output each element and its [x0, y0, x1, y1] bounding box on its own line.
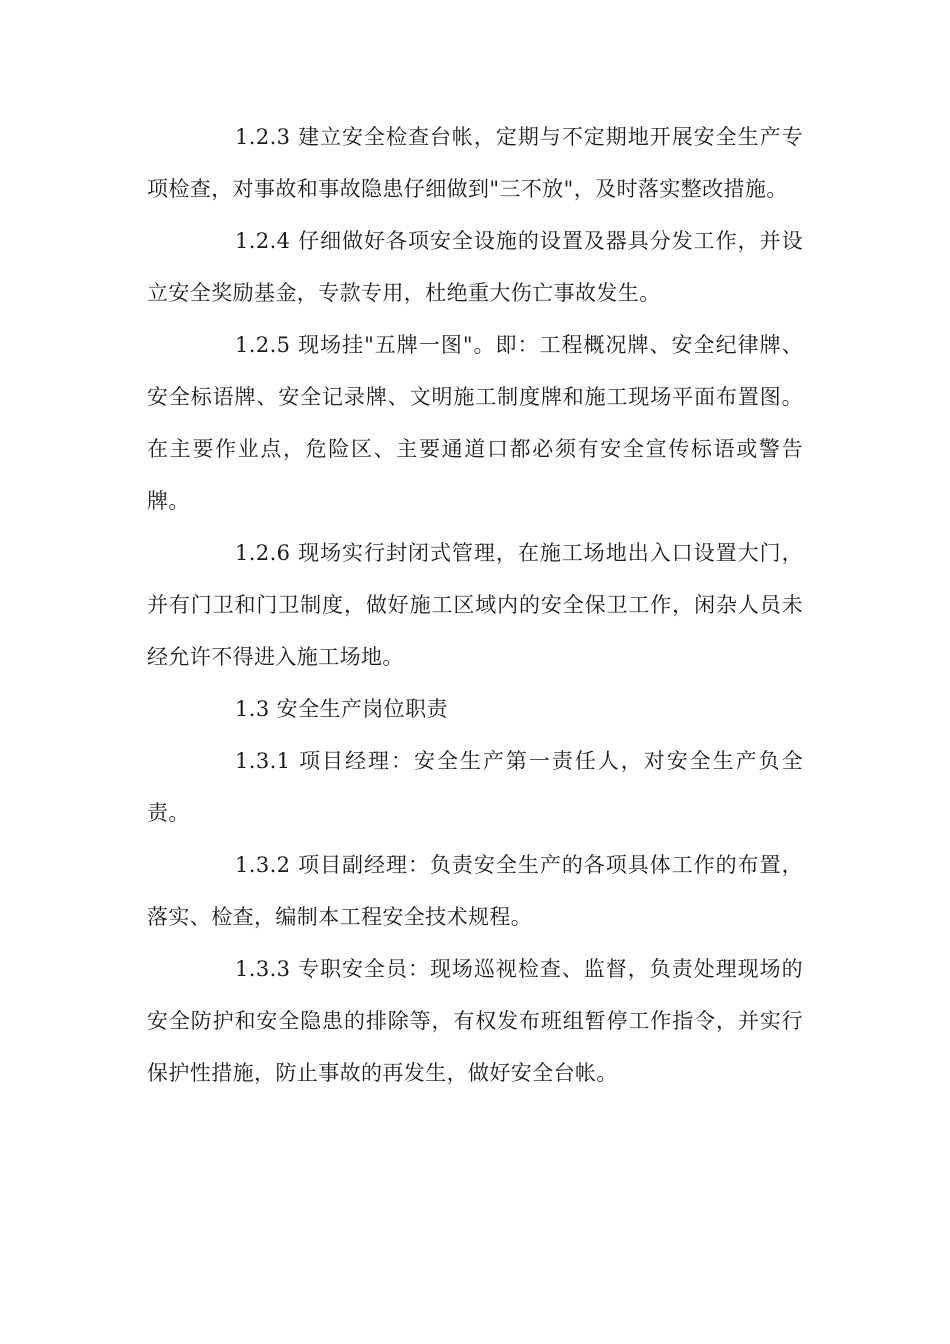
paragraph-1-2-3: 1.2.3 建立安全检查台帐，定期与不定期地开展安全生产专项检查，对事故和事故隐患仔细做到"三不放"，及时落实整改措施。	[147, 125, 803, 201]
paragraph-1-3-1: 1.3.1 项目经理：安全生产第一责任人，对安全生产负全责。	[147, 749, 803, 825]
paragraph-1-2-5: 1.2.5 现场挂"五牌一图"。即：工程概况牌、安全纪律牌、安全标语牌、安全记录牌、文明施工制度牌和施工现场平面布置图。在主要作业点，危险区、主要通道口都必须有安全宣传标语或警告牌。	[147, 333, 803, 513]
document-body	[147, 111, 803, 1099]
paragraph-1-2-6: 1.2.6 现场实行封闭式管理，在施工场地出入口设置大门，并有门卫和门卫制度，做好施工区域内的安全保卫工作，闲杂人员未经允许不得进入施工场地。	[147, 541, 803, 669]
paragraph-1-3-3: 1.3.3 专职安全员：现场巡视检查、监督，负责处理现场的安全防护和安全隐患的排除等，有权发布班组暂停工作指令，并实行保护性措施，防止事故的再发生，做好安全台帐。	[147, 957, 803, 1085]
section-heading-1-3: 1.3 安全生产岗位职责	[235, 697, 448, 721]
paragraph-1-3-2: 1.3.2 项目副经理：负责安全生产的各项具体工作的布置，落实、检查，编制本工程安全技术规程。	[147, 853, 803, 929]
paragraph-1-2-4: 1.2.4 仔细做好各项安全设施的设置及器具分发工作，并设立安全奖励基金，专款专用，杜绝重大伤亡事故发生。	[147, 229, 803, 305]
